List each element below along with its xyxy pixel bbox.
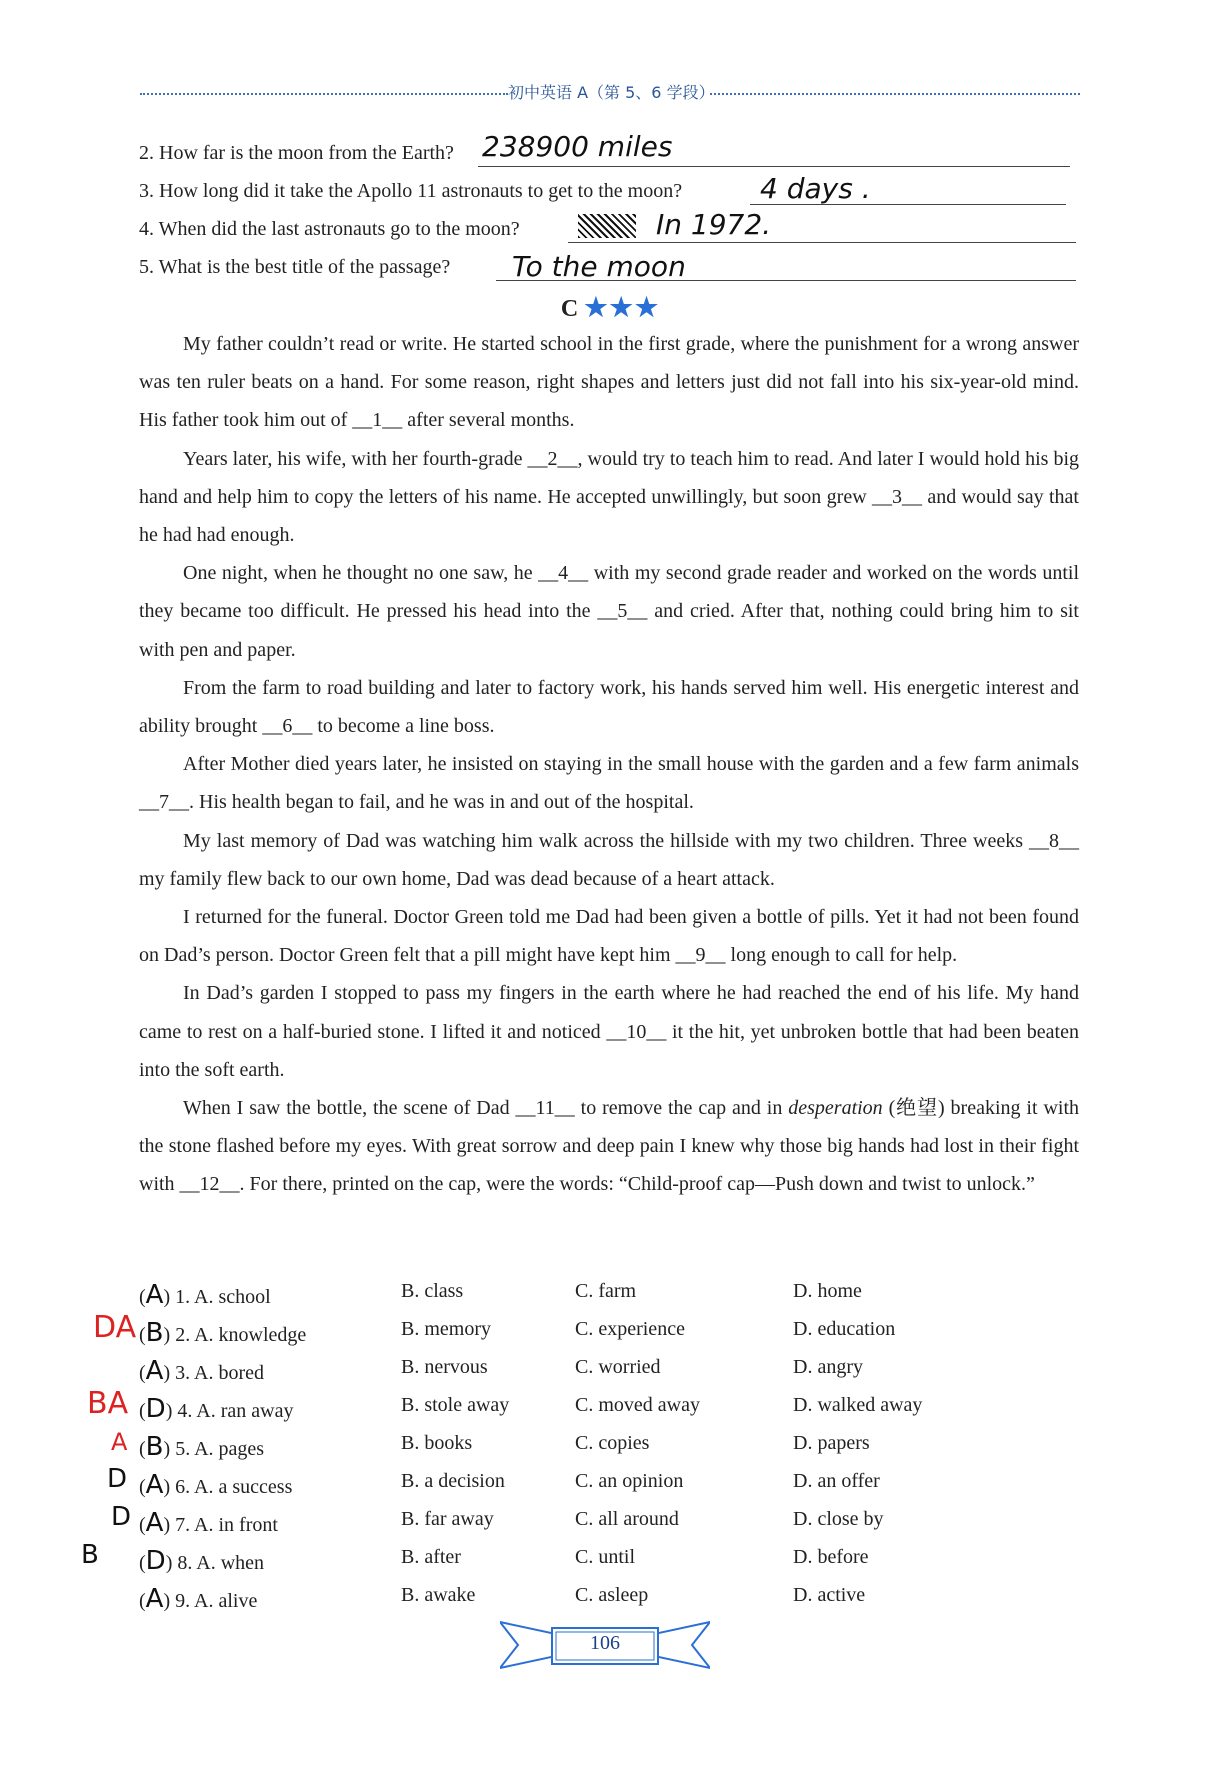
header-divider-right (710, 93, 1080, 95)
section-letter: C (560, 296, 579, 322)
passage (139, 325, 1079, 1204)
paragraph: My last memory of Dad was watching him walk across the hillside with my two children. Three weeks __8__ my family flew back to our own home, Dad was dead because of a heart attack. (139, 829, 1079, 890)
paragraph: Years later, his wife, with her fourth-grade __2__, would try to teach him to read. And later I would hold his big hand and help him to copy the letters of his name. He accepted unwillingly, but soon grew __3__ and would say that he had had enough. (139, 447, 1079, 547)
answer-3: 4 days . (760, 172, 871, 205)
paragraph: One night, when he thought no one saw, he __4__ with my second grade reader and worked on the words until they became too difficult. He pressed his head into the __5__ and cried. After that, nothing could bring him to sit with pen and paper. (139, 562, 1079, 661)
correction-mark: BA (87, 1386, 129, 1421)
question-2: 2. How far is the moon from the Earth? (139, 142, 454, 164)
section-heading (0, 293, 1221, 323)
option-row-1: (A) 1. A. school B. class C. farm D. home (139, 1280, 862, 1310)
page-number-badge (500, 1620, 710, 1670)
option-row-3: (A) 3. A. bored B. nervous C. worried D. angry (139, 1356, 863, 1386)
answer-mark: A (145, 1280, 164, 1310)
answer-mark: A (145, 1356, 164, 1386)
answer-line-2 (478, 166, 1070, 167)
answer-mark: A (145, 1470, 164, 1500)
paragraph-last: When I saw the bottle, the scene of Dad __11__ to remove the cap and in desperation (绝望) breaking it with the stone flashed before my eyes. With great sorrow and deep pain I knew why those big hands had lost in their fight with __12__. For there, printed on the cap, were the words: “Child-proof cap—Push down and twist to unlock.” (139, 1097, 1079, 1196)
scribble-mark (578, 214, 636, 238)
header-divider-left (140, 93, 508, 95)
option-row-8: B (D) 8. A. when B. after C. until D. before (81, 1540, 869, 1576)
answer-mark: A (145, 1584, 164, 1614)
answer-mark: A (145, 1508, 164, 1538)
difficulty-stars: ★★★ (584, 293, 661, 322)
option-row-6: D (A) 6. A. a success B. a decision C. an opinion D. an offer (107, 1464, 880, 1500)
answer-5: To the moon (512, 250, 686, 283)
question-3: 3. How long did it take the Apollo 11 astronauts to get to the moon? (139, 180, 683, 202)
answer-4: In 1972. (578, 208, 771, 241)
option-row-4: BA (D) 4. A. ran away B. stole away C. moved away D. walked away (87, 1386, 923, 1424)
answer-2: 238900 miles (482, 130, 673, 163)
correction-mark: DA (93, 1310, 137, 1345)
answer-mark: B (145, 1318, 164, 1348)
answer-mark: D (145, 1394, 166, 1424)
paragraph: I returned for the funeral. Doctor Green told me Dad had been given a bottle of pills. Yet it had not been found on Dad’s person. Doctor Green felt that a pill might have kept him __9__ long enough to call for help. (139, 906, 1079, 967)
correction-mark: B (81, 1540, 99, 1570)
answer-line-4 (568, 242, 1076, 243)
option-row-9: (A) 9. A. alive B. awake C. asleep D. active (139, 1584, 866, 1614)
correction-mark: A (111, 1428, 128, 1456)
page-header (140, 80, 1080, 104)
header-title: 初中英语 A（第 5、6 学段） (508, 83, 715, 102)
correction-mark: D (111, 1502, 132, 1532)
paragraph: In Dad’s garden I stopped to pass my fingers in the earth where he had reached the end of his life. My hand came to rest on a half-buried stone. I lifted it and noticed __10__ it the hit, yet unbroken bottle that had been beaten into the soft earth. (139, 982, 1079, 1081)
answer-mark: B (145, 1432, 164, 1462)
option-row-2: DA (B) 2. A. knowledge B. memory C. experience D. education (93, 1310, 896, 1348)
answer-mark: D (145, 1546, 166, 1576)
paragraph: From the farm to road building and later to factory work, his hands served him well. His energetic interest and ability brought __6__ to become a line boss. (139, 676, 1079, 738)
paragraph: My father couldn’t read or write. He started school in the first grade, where the punishment for a wrong answer was ten ruler beats on a hand. For some reason, right shapes and letters just did not fall into his six-year-old mind. His father took him out of __1__ after several months. (139, 333, 1079, 432)
page-number: 106 (590, 1632, 620, 1654)
correction-mark: D (107, 1464, 128, 1494)
question-5: 5. What is the best title of the passage? (139, 256, 451, 278)
question-4: 4. When did the last astronauts go to the moon? (139, 218, 520, 240)
option-row-7: D (A) 7. A. in front B. far away C. all around D. close by (111, 1502, 884, 1538)
option-row-5: A (B) 5. A. pages B. books C. copies D. papers (111, 1428, 870, 1462)
paragraph: After Mother died years later, he insisted on staying in the small house with the garden and a few farm animals __7__. His health began to fail, and he was in and out of the hospital. (139, 753, 1079, 814)
